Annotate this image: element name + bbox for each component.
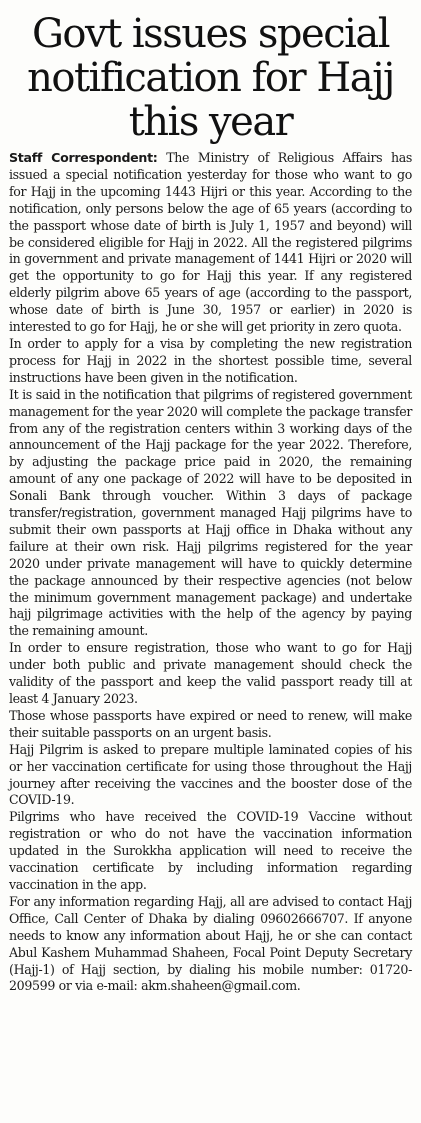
paragraph-5: Those whose passports have expired or need to renew, will make their suitable passports on an urgent basis. (9, 707, 412, 740)
paragraph-7: Pilgrims who have received the COVID-19 Vaccine without registration or who do not have the vaccination information updated in the Surokkha application will need to receive the vaccination certificate by including information regarding vaccination in the app. (9, 809, 412, 892)
paragraph-1-text: The Ministry of Religious Affairs has issued a special notification yesterday for those who want to go for Hajj in the upcoming 1443 Hijri or this year. According to the notification, only persons below the age of 65 years (according to the passport whose date of birth is July 1, 1957 and beyond) will be considered eligible for Hajj in 2022. All the registered pilgrims in government and private management of 1441 Hijri or 2020 will get the opportunity to go for Hajj this year. If any registered elderly pilgrim above 65 years of age (according to the passport, whose date of birth is June 30, 1957 or earlier) in 2020 is interested to go for Hajj, he or she will get priority in zero quota. (9, 150, 412, 335)
paragraph-3: It is said in the notification that pilgrims of registered government management for the year 2020 will complete the package transfer from any of the registration centers within 3 working days of the announcement of the Hajj package for the year 2022. Therefore, by adjusting the package price paid in 2020, the remaining amount of any one package of 2022 will have to be deposited in Sonali Bank through voucher. Within 3 days of package transfer/registration, government managed Hajj pilgrims have to submit their own passports at Hajj office in Dhaka without any failure at their own risk. Hajj pilgrims registered for the year 2020 under private management will have to quickly determine the package announced by their respective agencies (not below the minimum government management package) and undertake hajj pilgrimage activities with the help of the agency by paying the remaining amount. (9, 386, 412, 639)
paragraph-8: For any information regarding Hajj, all are advised to contact Hajj Office, Call Center of Dhaka by dialing 09602666707. If anyone needs to know any information about Hajj, he or she can contact Abul Kashem Muhammad Shaheen, Focal Point Deputy Secretary (Hajj-1) of Hajj section, by dialing his mobile number: 01720-209599 or via e-mail: akm.shaheen@gmail.com. (9, 893, 412, 994)
paragraph-6: Hajj Pilgrim is asked to prepare multiple laminated copies of his or her vaccination certificate for using those throughout the Hajj journey after receiving the vaccines and the booster dose of the COVID-19. (9, 741, 412, 808)
headline: Govt issues special notification for Hajj this year (27, 11, 394, 145)
byline: Staff Correspondent: (9, 150, 158, 165)
paragraph-2: In order to apply for a visa by completing the new registration process for Hajj in 2022 in the shortest possible time, several instructions have been given in the notification. (9, 335, 412, 385)
paragraph-4: In order to ensure registration, those who want to go for Hajj under both public and private management should check the validity of the passport and keep the valid passport ready till at least 4 January 2023. (9, 640, 412, 706)
paragraph-1 (9, 150, 412, 336)
article-body (0, 144, 421, 995)
